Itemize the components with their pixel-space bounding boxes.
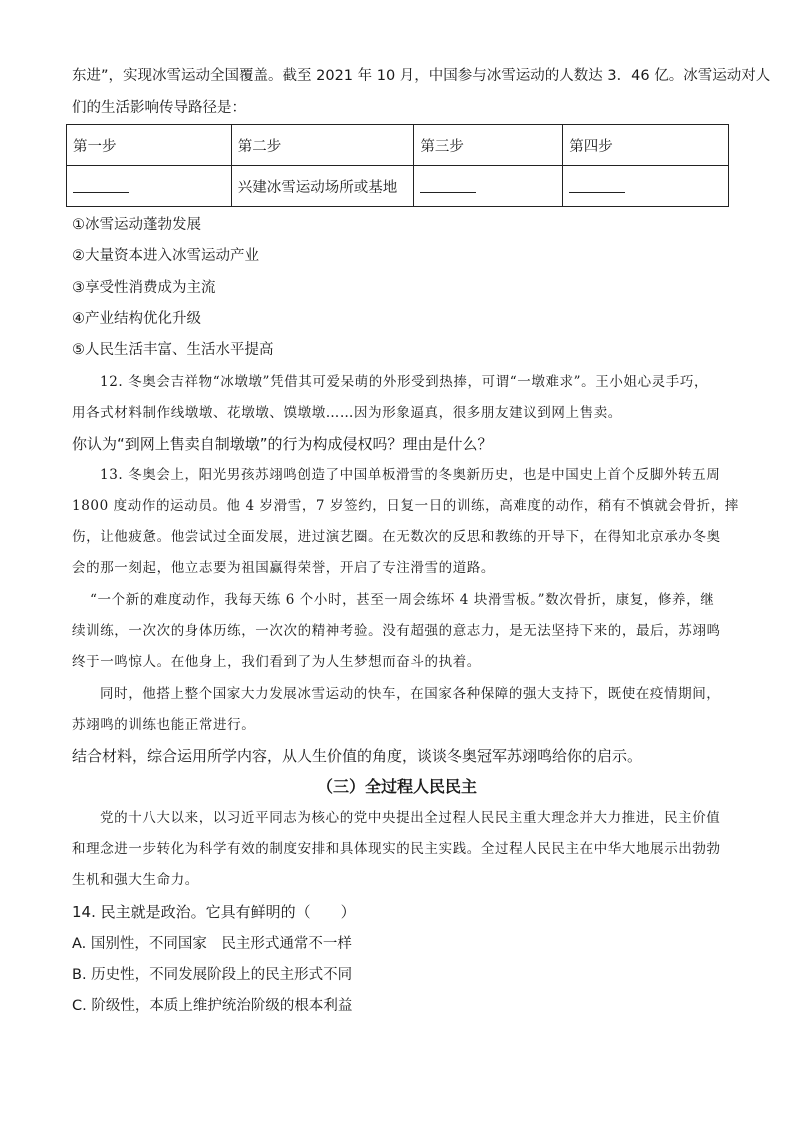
table-header-cell: 第四步 — [563, 125, 729, 166]
table-row — [67, 166, 729, 207]
option-item: ②大量资本进入冰雪运动产业 — [72, 248, 259, 264]
table-header-row — [67, 125, 729, 166]
section-paragraph-line: 党的十八大以来，以习近平同志为核心的党中央提出全过程人民民主重大理念并大力推进，民主价值 — [100, 810, 721, 826]
blank-line — [569, 180, 625, 193]
option-item: ①冰雪运动蓬勃发展 — [72, 217, 201, 233]
q13-paragraph-line: 会的那一刻起，他立志要为祖国赢得荣誉，开启了专注滑雪的道路。 — [72, 560, 495, 576]
q14-choice-b[interactable]: B. 历史性，不同发展阶段上的民主形式不同 — [72, 967, 353, 983]
q12-paragraph-line: 用各式材料制作线墩墩、花墩墩、馍墩墩……因为形象逼真，很多朋友建议到网上售卖。 — [72, 405, 622, 421]
q13-paragraph-line: “一个新的难度动作，我每天练 6 个小时，甚至一周会练坏 4 块滑雪板。”数次骨折，康复，修养，继 — [90, 592, 715, 608]
q14-choice-c[interactable]: C. 阶级性，本质上维护统治阶级的根本利益 — [72, 998, 353, 1014]
q13-paragraph-line: 终于一鸣惊人。在他身上，我们看到了为人生梦想而奋斗的执着。 — [72, 654, 481, 670]
table-header-cell: 第二步 — [231, 125, 414, 166]
section-paragraph-line: 生机和强大生命力。 — [72, 872, 199, 888]
steps-table — [66, 124, 729, 207]
q13-paragraph-line: 13. 冬奥会上，阳光男孩苏翊鸣创造了中国单板滑雪的冬奥新历史，也是中国史上首个反脚外转五周 — [100, 467, 721, 483]
section-heading: （三）全过程人民民主 — [316, 777, 477, 796]
q14-choice-a[interactable]: A. 国别性，不同国家 民主形式通常不一样 — [72, 936, 352, 952]
option-item: ⑤人民生活丰富、生活水平提高 — [72, 342, 274, 358]
q13-paragraph-line: 续训练，一次次的身体历练，一次次的精神考验。没有超强的意志力，是无法坚持下来的，最后，苏翊鸣 — [72, 623, 721, 639]
blank-line — [420, 180, 476, 193]
answer-blank-3[interactable] — [414, 166, 563, 207]
q14-stem: 14. 民主就是政治。它具有鲜明的（ ） — [72, 903, 356, 921]
intro-line-2: 们的生活影响传导路径是： — [72, 100, 246, 116]
answer-blank-1[interactable] — [67, 166, 232, 207]
q13-paragraph-line: 伤，让他疲惫。他尝试过全面发展，进过演艺圈。在无数次的反思和教练的开导下，在得知北京承办冬奥 — [72, 529, 721, 545]
option-item: ③享受性消费成为主流 — [72, 280, 216, 296]
table-header-cell: 第一步 — [67, 125, 232, 166]
answer-blank-4[interactable] — [563, 166, 729, 207]
q13-paragraph-line: 同时，他搭上整个国家大力发展冰雪运动的快车，在国家各种保障的强大支持下，既使在疫情期间， — [100, 686, 721, 702]
q13-paragraph-line: 1800 度动作的运动员。他 4 岁滑雪，7 岁签约，日复一日的训练，高难度的动作，稍有不慎就会骨折，摔 — [72, 498, 739, 514]
intro-line-1: 东进”，实现冰雪运动全国覆盖。截至 2021 年 10 月，中国参与冰雪运动的人数达 3．46 亿。冰雪运动对人 — [72, 68, 771, 84]
blank-line — [73, 180, 129, 193]
table-header-cell: 第三步 — [414, 125, 563, 166]
q13-question: 结合材料，综合运用所学内容，从人生价值的角度，谈谈冬奥冠军苏翊鸣给你的启示。 — [72, 747, 643, 765]
q12-paragraph-line: 12. 冬奥会吉祥物“冰墩墩”凭借其可爱呆萌的外形受到热捧，可谓“一墩难求”。王小姐心灵手巧， — [100, 374, 709, 390]
option-item: ④产业结构优化升级 — [72, 311, 201, 327]
section-paragraph-line: 和理念进一步转化为科学有效的制度安排和具体现实的民主实践。全过程人民民主在中华大地展示出勃勃 — [72, 841, 721, 857]
table-cell: 兴建冰雪运动场所或基地 — [231, 166, 414, 207]
q13-paragraph-line: 苏翊鸣的训练也能正常进行。 — [72, 717, 256, 733]
q12-question: 你认为“到网上售卖自制墩墩”的行为构成侵权吗？理由是什么？ — [72, 435, 493, 453]
